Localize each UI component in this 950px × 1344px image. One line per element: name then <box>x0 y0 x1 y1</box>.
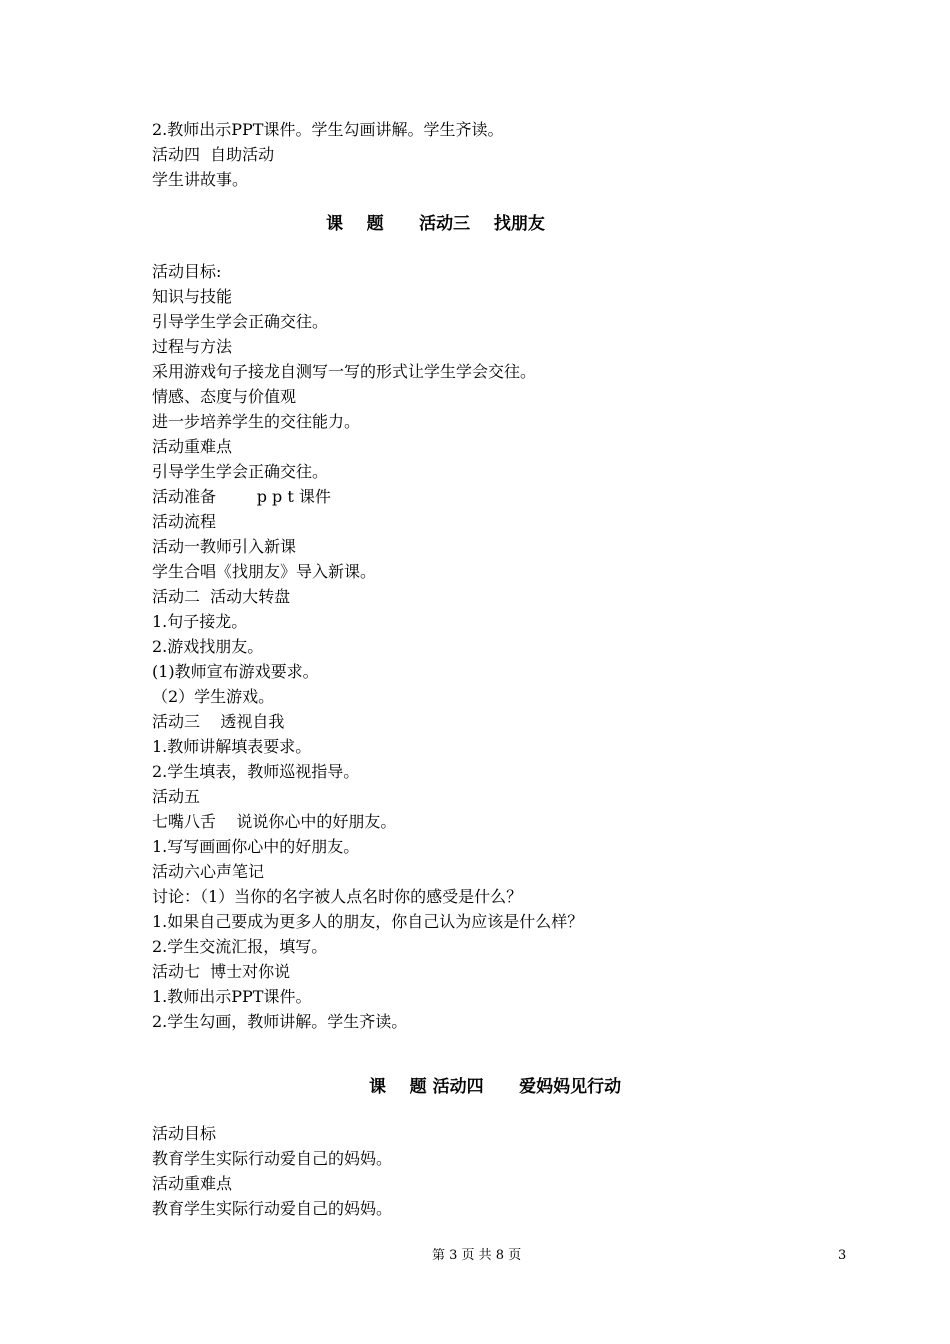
text-line: 教育学生实际行动爱自己的妈妈。 <box>152 1199 393 1218</box>
text-line: 活动七 博士对你说 <box>152 962 291 981</box>
text-line: 1.如果自己要成为更多人的朋友，你自己认为应该是什么样？ <box>152 912 584 931</box>
text-line: 活动流程 <box>152 512 217 531</box>
text-line: 1.教师讲解填表要求。 <box>152 737 312 756</box>
text-line: 2.教师出示PPT课件。学生勾画讲解。学生齐读。 <box>152 120 504 139</box>
text-line: 活动一教师引入新课 <box>152 537 297 556</box>
lesson-heading: 课 题 活动四 爱妈妈见行动 <box>369 1077 622 1097</box>
text-line: （2）学生游戏。 <box>152 687 275 706</box>
text-line: 知识与技能 <box>152 287 233 306</box>
text-line: 讨论：（1）当你的名字被人点名时你的感受是什么？ <box>152 887 523 906</box>
text-line: 活动目标 <box>152 1124 217 1143</box>
text-line: 2.学生勾画，教师讲解。学生齐读。 <box>152 1012 408 1031</box>
text-line: 采用游戏句子接龙自测写一写的形式让学生学会交往。 <box>152 362 537 381</box>
text-line: 活动目标: <box>152 262 222 281</box>
text-line: 2.游戏找朋友。 <box>152 637 264 656</box>
text-line: 活动三 透视自我 <box>152 712 285 731</box>
text-line: 1.写写画画你心中的好朋友。 <box>152 837 360 856</box>
text-line: 2.学生填表，教师巡视指导。 <box>152 762 360 781</box>
text-line: 1.句子接龙。 <box>152 612 248 631</box>
text-line: 活动六心声笔记 <box>152 862 265 881</box>
text-line: 过程与方法 <box>152 337 233 356</box>
text-line: 进一步培养学生的交往能力。 <box>152 412 361 431</box>
lesson-heading: 课 题 活动三 找朋友 <box>326 214 545 234</box>
page-footer-label: 第 3 页 共 8 页 <box>432 1248 522 1263</box>
text-line: 七嘴八舌 说说你心中的好朋友。 <box>152 812 397 831</box>
page-number: 3 <box>838 1248 847 1263</box>
text-line: 活动准备 p p t 课件 <box>152 487 331 506</box>
text-line: 活动重难点 <box>152 1174 233 1193</box>
text-line: (1)教师宣布游戏要求。 <box>152 662 319 681</box>
text-line: 引导学生学会正确交往。 <box>152 312 329 331</box>
text-line: 引导学生学会正确交往。 <box>152 462 329 481</box>
text-line: 情感、态度与价值观 <box>152 387 297 406</box>
text-line: 活动四 自助活动 <box>152 145 275 164</box>
text-line: 1.教师出示PPT课件。 <box>152 987 312 1006</box>
text-line: 活动重难点 <box>152 437 233 456</box>
text-line: 教育学生实际行动爱自己的妈妈。 <box>152 1149 393 1168</box>
text-line: 活动二 活动大转盘 <box>152 587 291 606</box>
text-line: 活动五 <box>152 787 201 806</box>
text-line: 学生合唱《找朋友》导入新课。 <box>152 562 377 581</box>
text-line: 学生讲故事。 <box>152 170 249 189</box>
text-line: 2.学生交流汇报，填写。 <box>152 937 328 956</box>
